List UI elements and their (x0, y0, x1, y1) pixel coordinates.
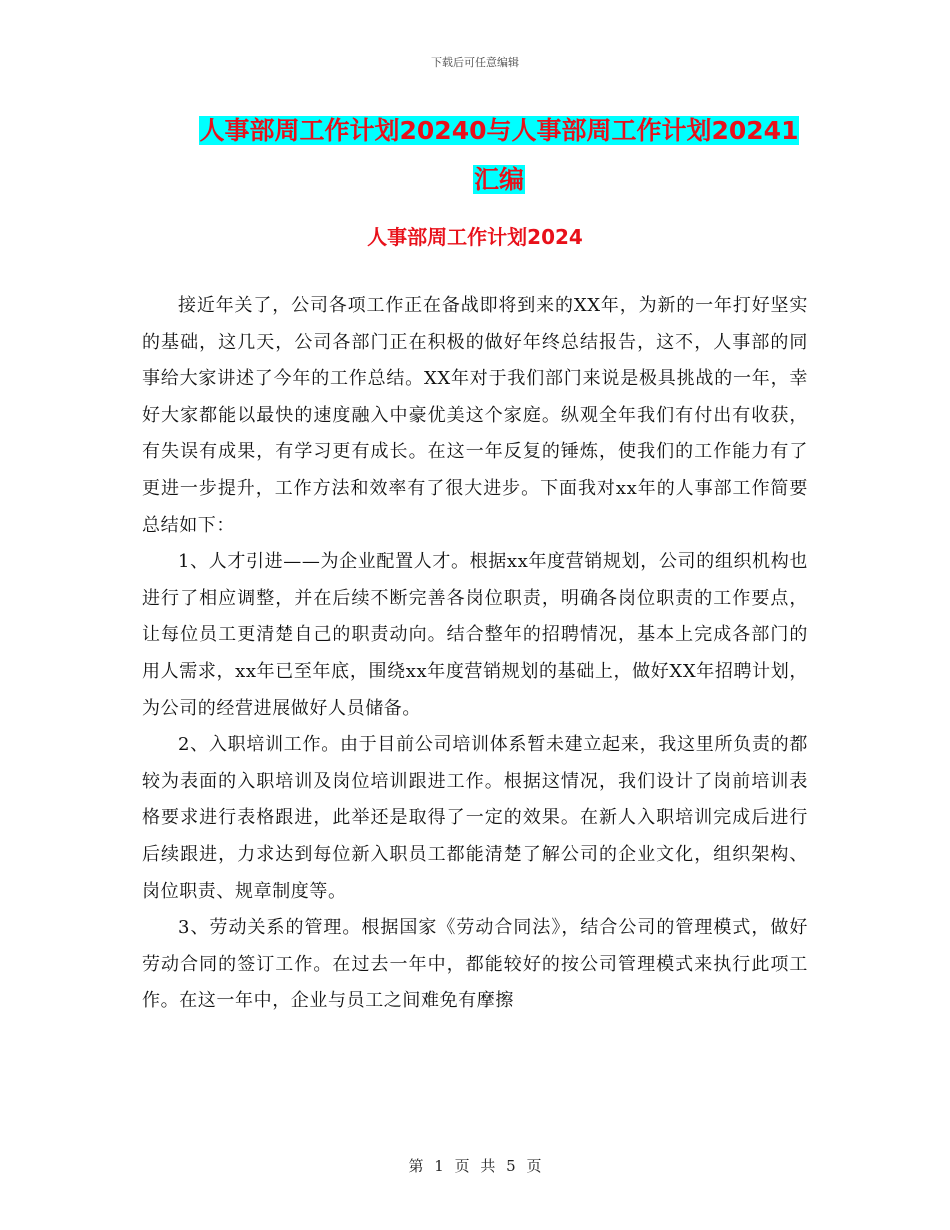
paragraph-talent-recruitment: 1、人才引进——为企业配置人才。根据xx年度营销规划，公司的组织机构也进行了相应调整，并在后续不断完善各岗位职责，明确各岗位职责的工作要点，让每位员工更清楚自己的职责动向。结合整年的招聘情况，基本上完成各部门的用人需求，xx年已至年底，围绕xx年度营销规划的基础上，做好XX年招聘计划，为公司的经营进展做好人员储备。 (142, 551, 808, 719)
paragraph-labor-relations: 3、劳动关系的管理。根据国家《劳动合同法》，结合公司的管理模式，做好劳动合同的签订工作。在过去一年中，都能较好的按公司管理模式来执行此项工作。在这一年中，企业与员工之间难免有摩擦 (142, 917, 808, 1012)
paragraph-intro: 接近年关了，公司各项工作正在备战即将到来的XX年，为新的一年打好坚实的基础，这几天，公司各部门正在积极的做好年终总结报告，这不，人事部的同事给大家讲述了今年的工作总结。XX年对于我们部门来说是极具挑战的一年，幸好大家都能以最快的速度融入中豪优美这个家庭。纵观全年我们有付出有收获，有失误有成果，有学习更有成长。在这一年反复的锤炼，使我们的工作能力有了更进一步提升，工作方法和效率有了很大进步。下面我对xx年的人事部工作简要总结如下： (142, 295, 808, 536)
section-title: 人事部周工作计划2024 (367, 225, 583, 249)
header-note: 下载后可任意编辑 (431, 56, 519, 69)
paragraph-onboarding-training: 2、入职培训工作。由于目前公司培训体系暂未建立起来，我这里所负责的都较为表面的入职培训及岗位培训跟进工作。根据这情况，我们设计了岗前培训表格要求进行表格跟进，此举还是取得了一定的效果。在新人入职培训完成后进行后续跟进，力求达到每位新入职员工都能清楚了解公司的企业文化，组织架构、岗位职责、规章制度等。 (142, 734, 808, 902)
page-number-footer: 第 1 页 共 5 页 (408, 1157, 542, 1175)
document-title-line-2: 汇编 (473, 165, 524, 194)
document-title (140, 106, 858, 204)
document-body (142, 288, 808, 1020)
document-title-line-1: 人事部周工作计划20240与人事部周工作计划20241 (199, 116, 799, 145)
